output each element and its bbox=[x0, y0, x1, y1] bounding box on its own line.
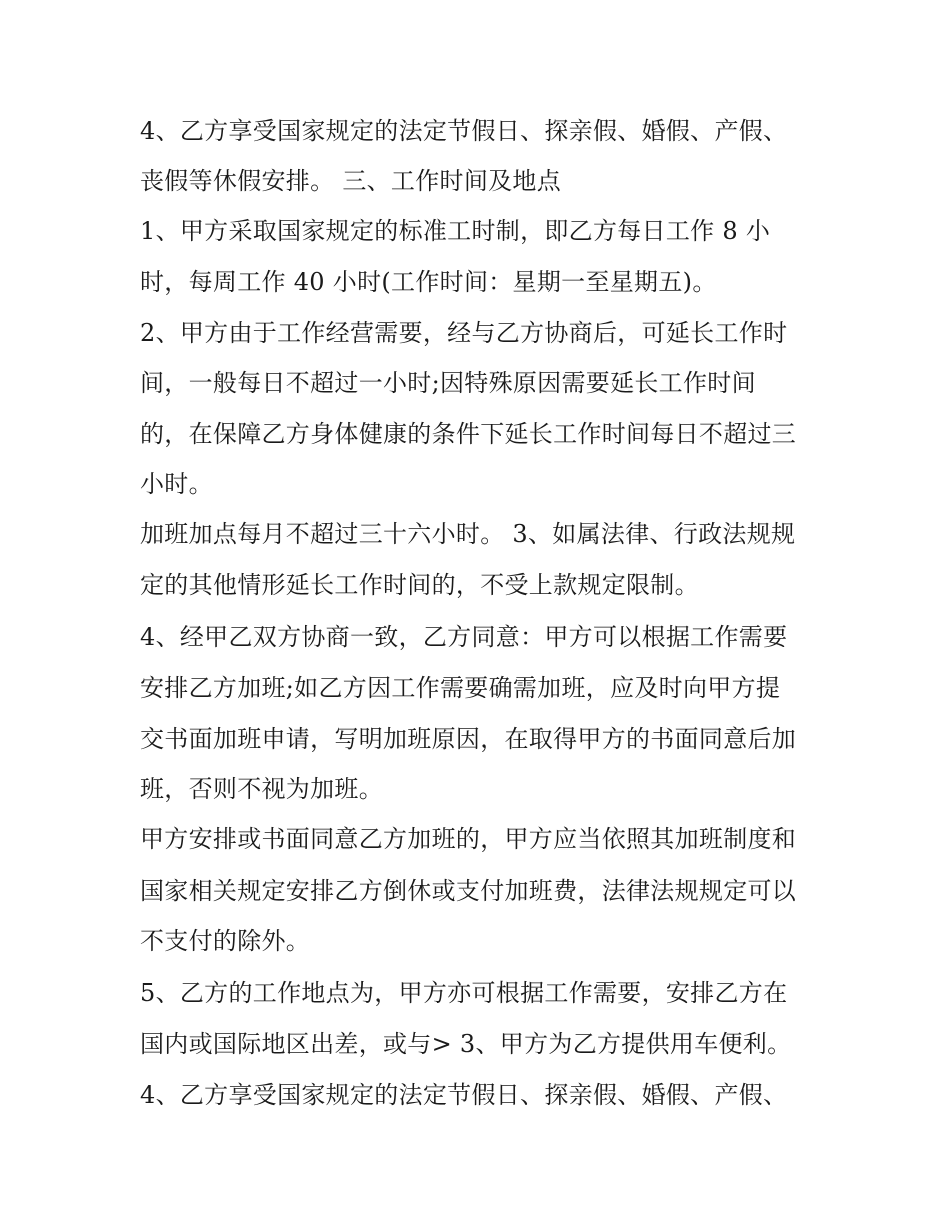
text-line: 4、乙方享受国家规定的法定节假日、探亲假、婚假、产假、 bbox=[140, 117, 788, 145]
text-line: 的，在保障乙方身体健康的条件下延长工作时间每日不超过三 bbox=[140, 420, 797, 448]
text-line: 甲方安排或书面同意乙方加班的，甲方应当依照其加班制度和 bbox=[140, 825, 797, 853]
text-line: 国内或国际地区出差，或与> 3、甲方为乙方提供用车便利。 bbox=[140, 1030, 792, 1058]
text-line: 安排乙方加班;如乙方因工作需要确需加班，应及时向甲方提 bbox=[140, 674, 781, 702]
text-line: 1、甲方采取国家规定的标准工时制，即乙方每日工作 8 小 bbox=[140, 217, 771, 245]
text-line: 间，一般每日不超过一小时;因特殊原因需要延长工作时间 bbox=[140, 369, 756, 397]
text-line: 国家相关规定安排乙方倒休或支付加班费，法律法规规定可以 bbox=[140, 877, 797, 905]
text-line: 加班加点每月不超过三十六小时。 3、如属法律、行政法规规 bbox=[140, 520, 796, 548]
text-line: 小时。 bbox=[140, 470, 213, 498]
text-line: 丧假等休假安排。 三、工作时间及地点 bbox=[140, 167, 562, 195]
text-line: 交书面加班申请，写明加班原因，在取得甲方的书面同意后加 bbox=[140, 725, 797, 753]
text-line: 5、乙方的工作地点为，甲方亦可根据工作需要，安排乙方在 bbox=[140, 979, 788, 1007]
text-line: 4、乙方享受国家规定的法定节假日、探亲假、婚假、产假、 bbox=[140, 1081, 788, 1109]
text-line: 定的其他情形延长工作时间的，不受上款规定限制。 bbox=[140, 571, 699, 599]
text-line: 4、经甲乙双方协商一致，乙方同意：甲方可以根据工作需要 bbox=[140, 623, 788, 651]
text-line: 班，否则不视为加班。 bbox=[140, 775, 383, 803]
text-line: 时，每周工作 40 小时(工作时间：星期一至星期五)。 bbox=[140, 268, 717, 296]
text-line: 2、甲方由于工作经营需要，经与乙方协商后，可延长工作时 bbox=[140, 319, 788, 347]
text-line: 不支付的除外。 bbox=[140, 927, 311, 955]
